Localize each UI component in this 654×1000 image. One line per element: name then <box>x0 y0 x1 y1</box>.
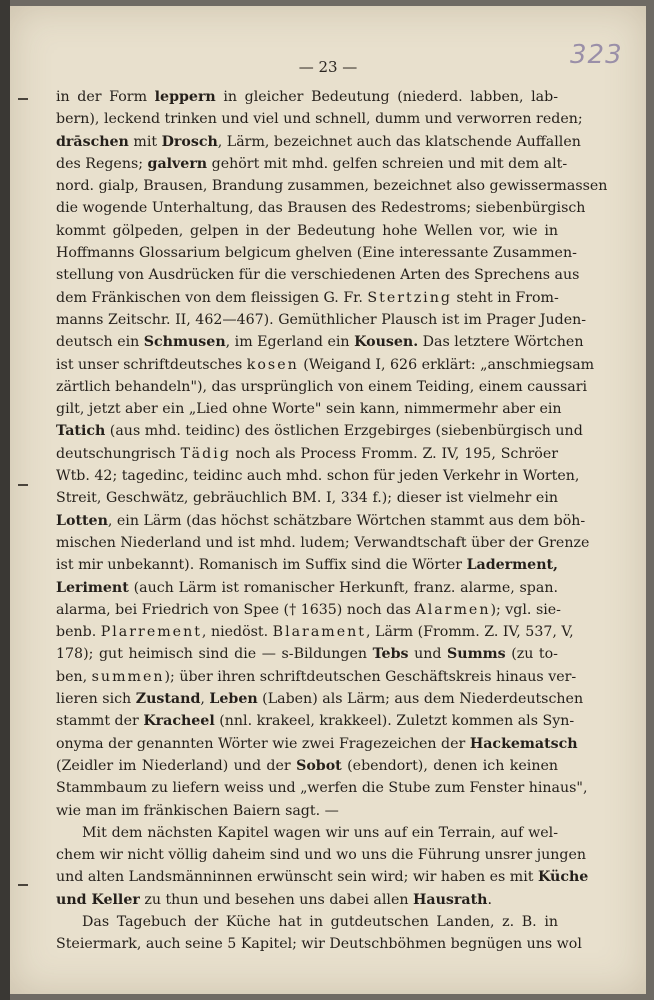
text-line <box>56 108 583 130</box>
text-line <box>56 733 578 755</box>
text-run: kommt gölpeden, gelpen in der Bedeutung hohe Wellen vor, wie in <box>56 222 558 239</box>
text-line <box>56 844 587 866</box>
text-run: Steiermark, auch seine 5 Kapitel; wir Deutschböhmen begnügen uns wol <box>56 936 582 953</box>
text-run: (ebendort), denen ich keinen <box>341 757 558 774</box>
bold-term: galvern <box>147 155 208 172</box>
text-run: (Weigand I, 626 erklärt: „anschmiegsam <box>298 356 595 373</box>
text-run: des Regens; <box>56 155 148 172</box>
text-line <box>56 755 558 777</box>
text-run: wie man im fränkischen Baiern sagt. — <box>56 802 339 819</box>
bold-term: Küche <box>537 869 589 886</box>
margin-mark <box>18 884 28 886</box>
text-run: (Zeidler im Niederland) und der <box>56 757 297 774</box>
text-run: ); vgl. sie- <box>490 601 561 618</box>
text-line <box>56 889 558 911</box>
bold-term: Drosch <box>161 133 218 150</box>
margin-mark <box>18 98 28 100</box>
text-run: zärtlich behandeln"), das ursprünglich von einem Teiding, einem caussari <box>56 378 588 395</box>
text-run: , niedöst. <box>201 624 273 641</box>
bold-term: Kracheel <box>143 713 215 730</box>
bold-term: Leriment <box>56 579 129 596</box>
text-run: lieren sich <box>56 691 136 708</box>
text-run: Wtb. 42; tagedinc, teidinc auch mhd. schon für jeden Verkehr in Worten, <box>56 468 580 485</box>
text-run: - <box>553 89 558 105</box>
text-run: noch als Process Fromm. Z. IV, 195, Schröer <box>230 445 558 462</box>
margin-mark <box>18 484 28 486</box>
text-line <box>56 621 574 643</box>
spaced-term: Stertzing <box>367 289 452 306</box>
text-run: , <box>82 668 92 685</box>
bold-term: Tatich <box>56 423 106 440</box>
page-number: — 23 — <box>298 58 358 76</box>
text-run: ); über ihren schriftdeutschen Geschäftskreis hinaus ver- <box>164 668 577 685</box>
text-run: ben <box>56 668 83 685</box>
spaced-term: Alarmen <box>415 601 491 618</box>
bold-term: Sobot <box>296 757 342 774</box>
text-line <box>56 666 577 688</box>
text-run: , Lärm (Fromm. Z. IV, 537, V, <box>366 624 574 641</box>
text-run: Mit dem nächsten Kapitel wagen wir uns auf ein Terrain, auf wel- <box>82 824 558 841</box>
text-run: und <box>408 646 448 663</box>
text-line <box>56 420 583 442</box>
text-run: bern), leckend trinken und viel und schnell, dumm und verworren reden; <box>56 111 583 128</box>
text-line <box>56 197 586 219</box>
text-line <box>56 866 589 888</box>
text-line <box>56 710 575 732</box>
text-run: Das Tagebuch der Küche hat in gutdeutschen Landen, z. B. in <box>82 913 558 930</box>
text-line <box>56 822 558 844</box>
text-line <box>56 309 587 331</box>
text-line <box>56 487 558 509</box>
text-run: mit <box>128 133 162 150</box>
text-line <box>56 688 584 710</box>
text-line <box>56 800 558 822</box>
bold-term: Lotten <box>56 512 108 529</box>
text-run: onyma der genannten Wörter wie zwei Fragezeichen der <box>56 735 470 752</box>
bold-term: Schmusen <box>143 334 226 351</box>
text-run: , <box>200 691 210 708</box>
text-run: (nnl. krakeel, krakkeel). Zuletzt kommen als Syn- <box>214 713 575 730</box>
text-line <box>56 175 608 197</box>
text-line <box>56 287 558 309</box>
text-run: Stammbaum zu liefern weiss und „werfen die Stube zum Fenster hinaus", <box>56 780 588 797</box>
text-line <box>56 554 558 576</box>
text-run: , ein Lärm (das höchst schätzbare Wörtchen stammt aus dem böh- <box>107 512 586 529</box>
body-text <box>56 86 608 956</box>
text-run: und alten Landsmänninnen erwünscht sein wird; wir haben es mit <box>56 869 538 886</box>
text-run: stammt der <box>56 713 144 730</box>
text-run: die wogende Unterhaltung, das Brausen des Redestroms; siebenbürgisch <box>56 200 586 217</box>
text-run: deutschungrisch <box>56 445 181 462</box>
text-run: 178); gut heimisch sind die — s-Bildungen <box>56 646 373 663</box>
bold-term: Zustand <box>135 691 201 708</box>
text-line <box>56 777 588 799</box>
text-line <box>56 599 561 621</box>
text-run: chem wir nicht völlig daheim sind und wo uns die Führung unsrer jungen <box>56 847 587 864</box>
bold-term: Leben <box>209 691 258 708</box>
text-line <box>56 131 581 153</box>
text-run: (zu to- <box>505 646 558 663</box>
text-run: deutsch ein <box>56 334 144 351</box>
text-run: dem Fränkischen von dem fleissigen G. Fr. <box>56 289 368 306</box>
spaced-term: kosen <box>246 356 299 373</box>
text-run: in gleicher Bedeutung (niederd. <box>215 89 471 105</box>
text-run: ist unser schriftdeutsches <box>56 356 247 373</box>
text-line <box>56 264 580 286</box>
bold-term: Laderment, <box>466 557 558 574</box>
text-run: gehört mit mhd. gelfen schreien und mit dem alt- <box>207 155 568 172</box>
text-line <box>56 398 562 420</box>
text-line <box>56 376 588 398</box>
text-run: manns Zeitschr. II, 462—467). Gemüthlicher Plausch ist im Prager Juden- <box>56 311 587 328</box>
text-run: ist mir unbekannt). Romanisch im Suffix sind die Wörter <box>56 557 467 574</box>
text-line <box>56 643 558 665</box>
text-run: Hoffmanns Glossarium belgicum ghelven (Eine interessante Zusammen- <box>56 245 577 262</box>
text-run: alarma, bei Friedrich von Spee († 1635) noch das <box>56 601 416 618</box>
bold-term: Summs <box>447 646 506 663</box>
spaced-term: Plarrement <box>100 624 202 641</box>
text-run: , Lärm, bezeichnet auch das klatschende Auffallen <box>217 133 581 150</box>
text-run: (aus mhd. teidinc) des östlichen Erzgebirges (siebenbürgisch und <box>105 423 583 440</box>
text-run: Das letztere Wörtchen <box>418 334 584 351</box>
spaced-term: summen <box>91 668 165 685</box>
spaced-term: Blarament <box>272 624 366 641</box>
text-run: . <box>487 891 492 908</box>
spaced-term: Tädig <box>180 445 231 462</box>
text-run: benb. <box>56 624 101 641</box>
text-run: (auch Lärm ist romanischer Herkunft, franz. alarme, span. <box>128 579 558 596</box>
bold-term: Hausrath <box>413 891 488 908</box>
text-line <box>56 933 582 955</box>
text-line <box>56 577 558 599</box>
text-line <box>56 532 590 554</box>
text-run: stellung von Ausdrücken für die verschiedenen Arten des Sprechens aus <box>56 267 580 284</box>
handwritten-folio-number: 323 <box>570 40 623 70</box>
text-run: in der Form <box>56 89 155 105</box>
text-line <box>56 911 558 933</box>
bold-term: leppern <box>154 89 216 105</box>
text-run: mischen Niederland und ist mhd. ludem; Verwandtschaft über der Grenze <box>56 534 590 551</box>
text-run: , im Egerland ein <box>225 334 355 351</box>
bold-term: drāschen <box>56 133 129 150</box>
text-line <box>56 331 584 353</box>
text-run: Streit, Geschwätz, gebräuchlich BM. I, 334 f.); dieser ist vielmehr ein <box>56 490 558 507</box>
text-line <box>56 153 568 175</box>
text-run: labben, lab <box>470 89 554 105</box>
text-line <box>56 242 577 264</box>
text-run: (Laben) als Lärm; aus dem Niederdeutschen <box>257 691 584 708</box>
book-page <box>10 6 646 994</box>
text-line <box>56 510 586 532</box>
bold-term: und Keller <box>56 891 140 908</box>
text-line <box>56 443 558 465</box>
text-line <box>56 86 558 108</box>
bold-term: Kousen. <box>354 334 419 351</box>
bold-term: Tebs <box>372 646 409 663</box>
book-binding <box>0 0 10 1000</box>
text-run: gilt, jetzt aber ein „Lied ohne Worte" sein kann, nimmermehr aber ein <box>56 401 562 418</box>
text-line <box>56 465 580 487</box>
text-line <box>56 354 595 376</box>
text-run: nord. gialp, Brausen, Brandung zusammen, bezeichnet also gewissermassen <box>56 178 608 195</box>
text-line <box>56 220 558 242</box>
bold-term: Hackematsch <box>469 735 578 752</box>
text-run: zu thun und besehen uns dabei allen <box>139 891 413 908</box>
text-run: steht in From- <box>451 289 559 306</box>
